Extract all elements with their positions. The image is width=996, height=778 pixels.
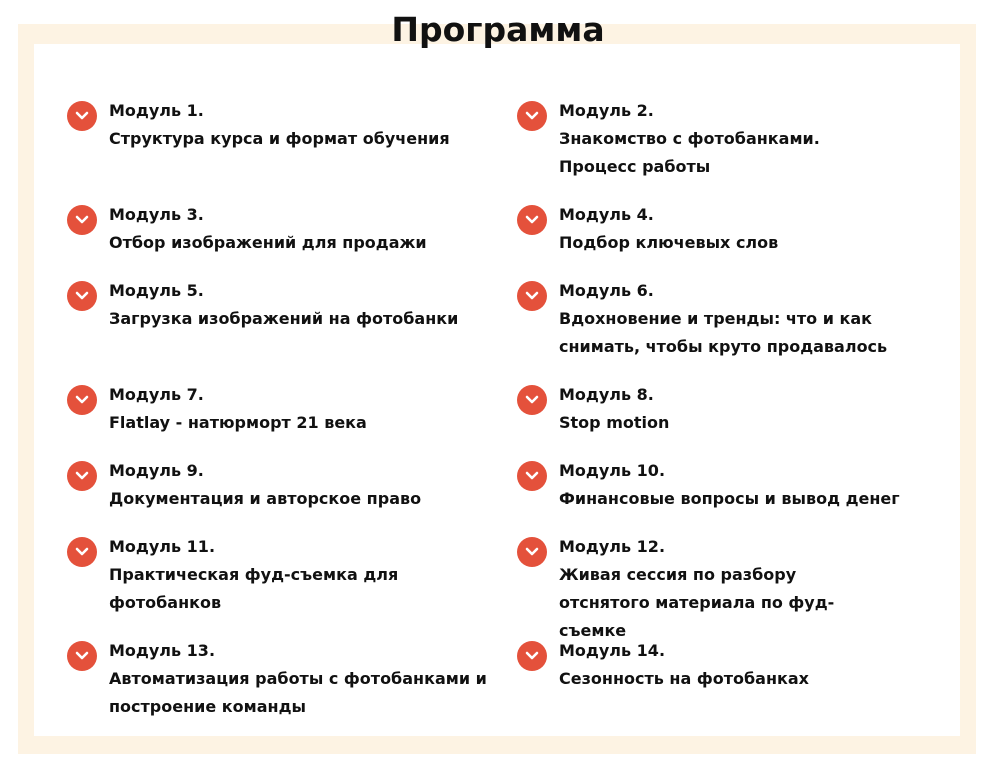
module-heading: Модуль 9. — [109, 461, 204, 480]
module-description: Flatlay - натюрморт 21 века — [109, 413, 367, 432]
page-title: Программа — [391, 10, 605, 49]
expand-button[interactable] — [67, 101, 97, 131]
module-heading: Модуль 12. — [559, 537, 666, 556]
module-heading: Модуль 11. — [109, 537, 216, 556]
chevron-down-icon — [525, 650, 539, 662]
module-heading: Модуль 7. — [109, 385, 204, 404]
expand-button[interactable] — [517, 537, 547, 567]
module-description: Подбор ключевых слов — [559, 233, 779, 252]
expand-button[interactable] — [517, 281, 547, 311]
expand-button[interactable] — [67, 461, 97, 491]
chevron-down-icon — [525, 290, 539, 302]
chevron-down-icon — [525, 394, 539, 406]
module-description: Структура курса и формат обучения — [109, 129, 450, 148]
module-heading: Модуль 3. — [109, 205, 204, 224]
chevron-down-icon — [525, 470, 539, 482]
expand-button[interactable] — [67, 537, 97, 567]
chevron-down-icon — [75, 394, 89, 406]
expand-button[interactable] — [67, 281, 97, 311]
module-description: Вдохновение и тренды: что и как снимать, чтобы круто продавалось — [559, 309, 888, 356]
chevron-down-icon — [525, 214, 539, 226]
chevron-down-icon — [75, 110, 89, 122]
module-heading: Модуль 8. — [559, 385, 654, 404]
chevron-down-icon — [525, 110, 539, 122]
module-description: Практическая фуд-съемка для фотобанков — [109, 565, 399, 612]
module-description: Отбор изображений для продажи — [109, 233, 427, 252]
chevron-down-icon — [75, 470, 89, 482]
expand-button[interactable] — [67, 385, 97, 415]
module-heading: Модуль 13. — [109, 641, 216, 660]
chevron-down-icon — [75, 290, 89, 302]
module-description: Сезонность на фотобанках — [559, 669, 809, 688]
expand-button[interactable] — [517, 461, 547, 491]
expand-button[interactable] — [517, 101, 547, 131]
module-heading: Модуль 5. — [109, 281, 204, 300]
module-description: Живая сессия по разбору отснятого материала по фуд-съемке — [559, 565, 835, 640]
module-description: Финансовые вопросы и вывод денег — [559, 489, 900, 508]
module-description: Знакомство с фотобанками. Процесс работы — [559, 129, 820, 176]
chevron-down-icon — [75, 546, 89, 558]
expand-button[interactable] — [517, 385, 547, 415]
module-heading: Модуль 6. — [559, 281, 654, 300]
expand-button[interactable] — [67, 205, 97, 235]
module-description: Автоматизация работы с фотобанками и построение команды — [109, 669, 487, 716]
module-description: Stop motion — [559, 413, 670, 432]
expand-button[interactable] — [67, 641, 97, 671]
expand-button[interactable] — [517, 205, 547, 235]
module-heading: Модуль 2. — [559, 101, 654, 120]
module-heading: Модуль 4. — [559, 205, 654, 224]
expand-button[interactable] — [517, 641, 547, 671]
chevron-down-icon — [75, 650, 89, 662]
chevron-down-icon — [75, 214, 89, 226]
module-heading: Модуль 10. — [559, 461, 666, 480]
module-heading: Модуль 1. — [109, 101, 204, 120]
module-heading: Модуль 14. — [559, 641, 666, 660]
module-description: Загрузка изображений на фотобанки — [109, 309, 459, 328]
module-description: Документация и авторское право — [109, 489, 422, 508]
chevron-down-icon — [525, 546, 539, 558]
